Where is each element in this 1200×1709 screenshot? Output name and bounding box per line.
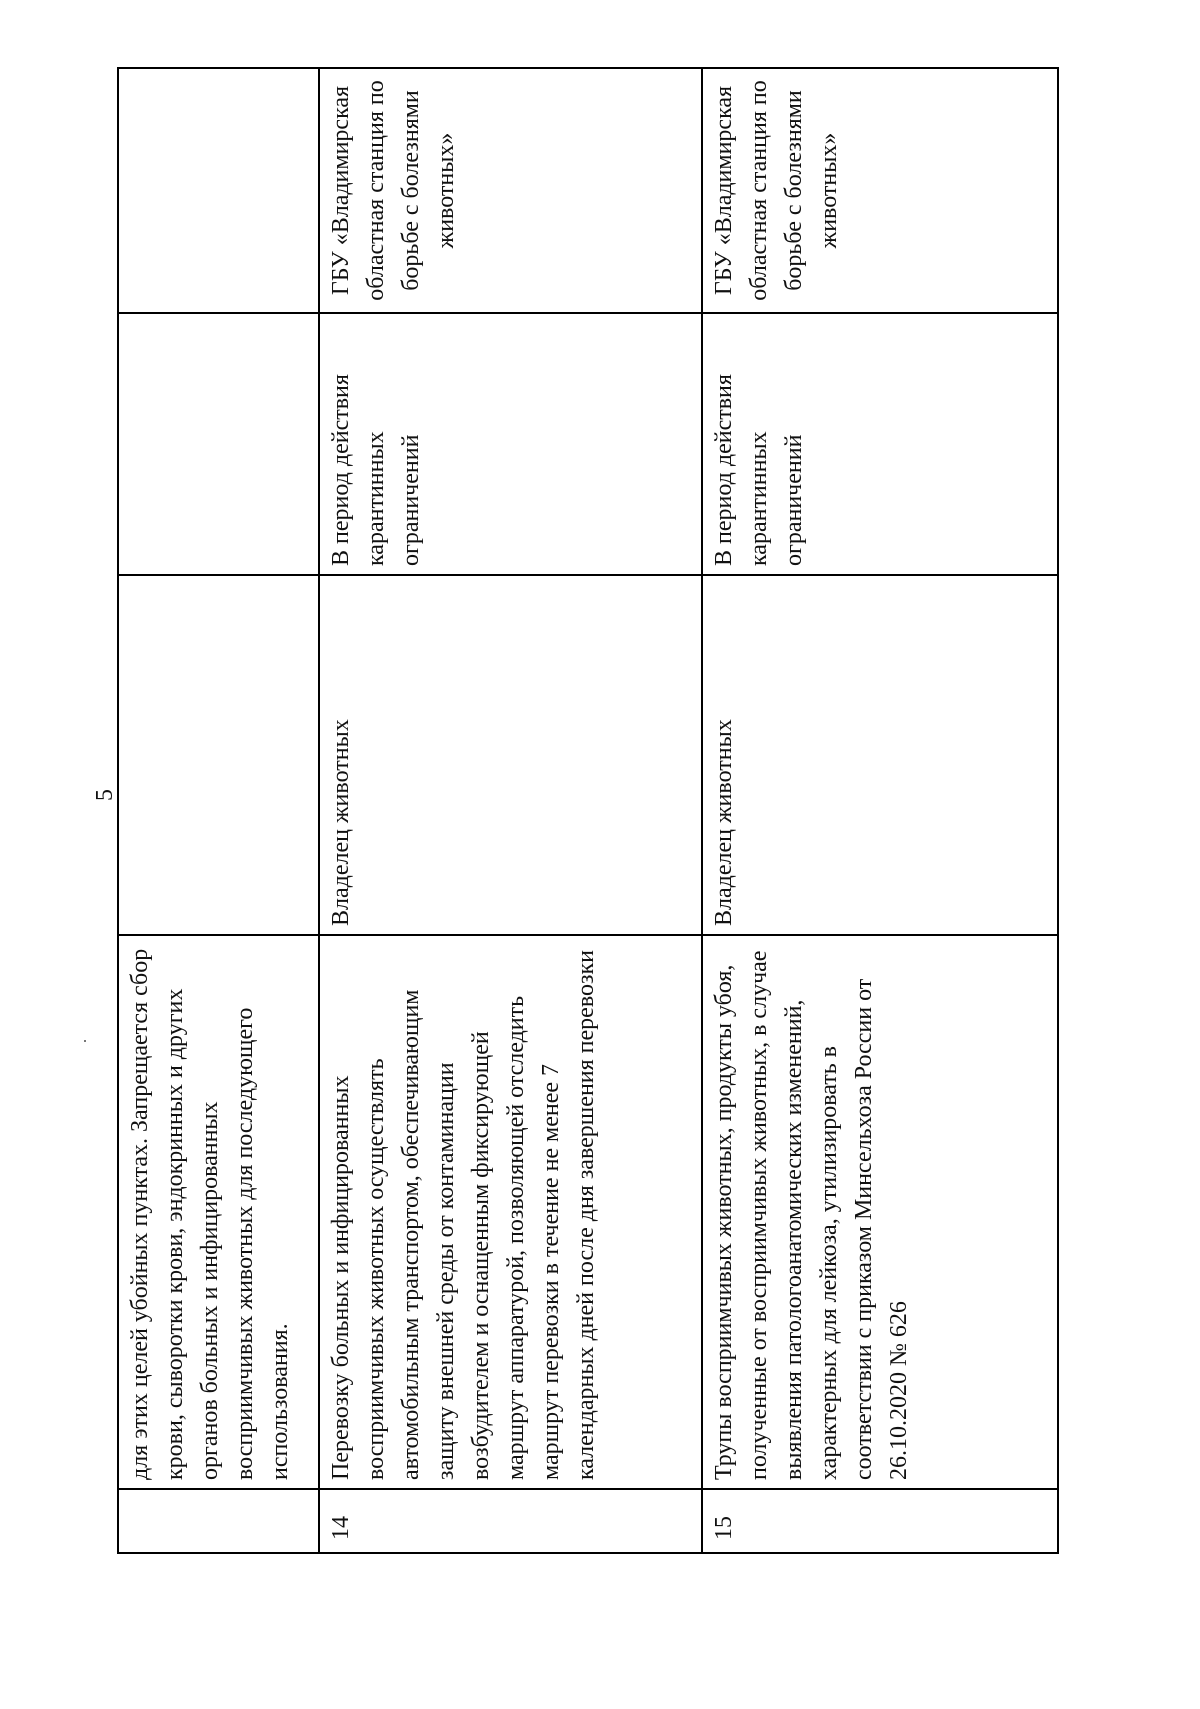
row-executor: Владелец животных	[702, 575, 1057, 935]
rotated-table-wrapper	[119, 69, 1057, 1552]
row-term	[119, 313, 319, 575]
row-responsible	[119, 69, 319, 313]
table-row	[119, 69, 319, 1552]
row-measure: Перевозку больных и инфицированных восприимчивых животных осуществлять автомобильным транспортом, обеспечивающим защиту внешней среды от контаминации возбудителем и оснащенным фиксирующей маршрут аппаратурой, позволяющей отследить маршрут перевозки в течение не менее 7 календарных дней после дня завершения перевозки	[319, 935, 702, 1489]
table-row	[319, 69, 702, 1552]
row-responsible: ГБУ «Владимирская областная станция по борьбе с болезнями животных»	[319, 69, 702, 313]
table-row	[702, 69, 1057, 1552]
row-executor	[119, 575, 319, 935]
row-measure: Трупы восприимчивых животных, продукты убоя, полученные от восприимчивых животных, в случае выявления патологоанатомических изменений, характерных для лейкоза, утилизировать в соответствии с приказом Минсельхоза России от 26.10.2020 № 626	[702, 935, 1057, 1489]
row-term: В период действия карантинных ограничений	[319, 313, 702, 575]
row-responsible: ГБУ «Владимирская областная станция по борьбе с болезнями животных»	[702, 69, 1057, 313]
row-number	[119, 1489, 319, 1552]
row-term: В период действия карантинных ограничений	[702, 313, 1057, 575]
row-number: 14	[319, 1489, 702, 1552]
measures-table	[119, 69, 1057, 1552]
scan-speck	[84, 1040, 86, 1042]
measures-table-frame	[117, 67, 1059, 1554]
row-executor: Владелец животных	[319, 575, 702, 935]
row-number: 15	[702, 1489, 1057, 1552]
row-measure: для этих целей убойных пунктах. Запрещается сбор крови, сыворотки крови, эндокринных и других органов больных и инфицированных восприимчивых животных для последующего использования.	[119, 935, 319, 1489]
page-number: 5	[91, 789, 118, 801]
